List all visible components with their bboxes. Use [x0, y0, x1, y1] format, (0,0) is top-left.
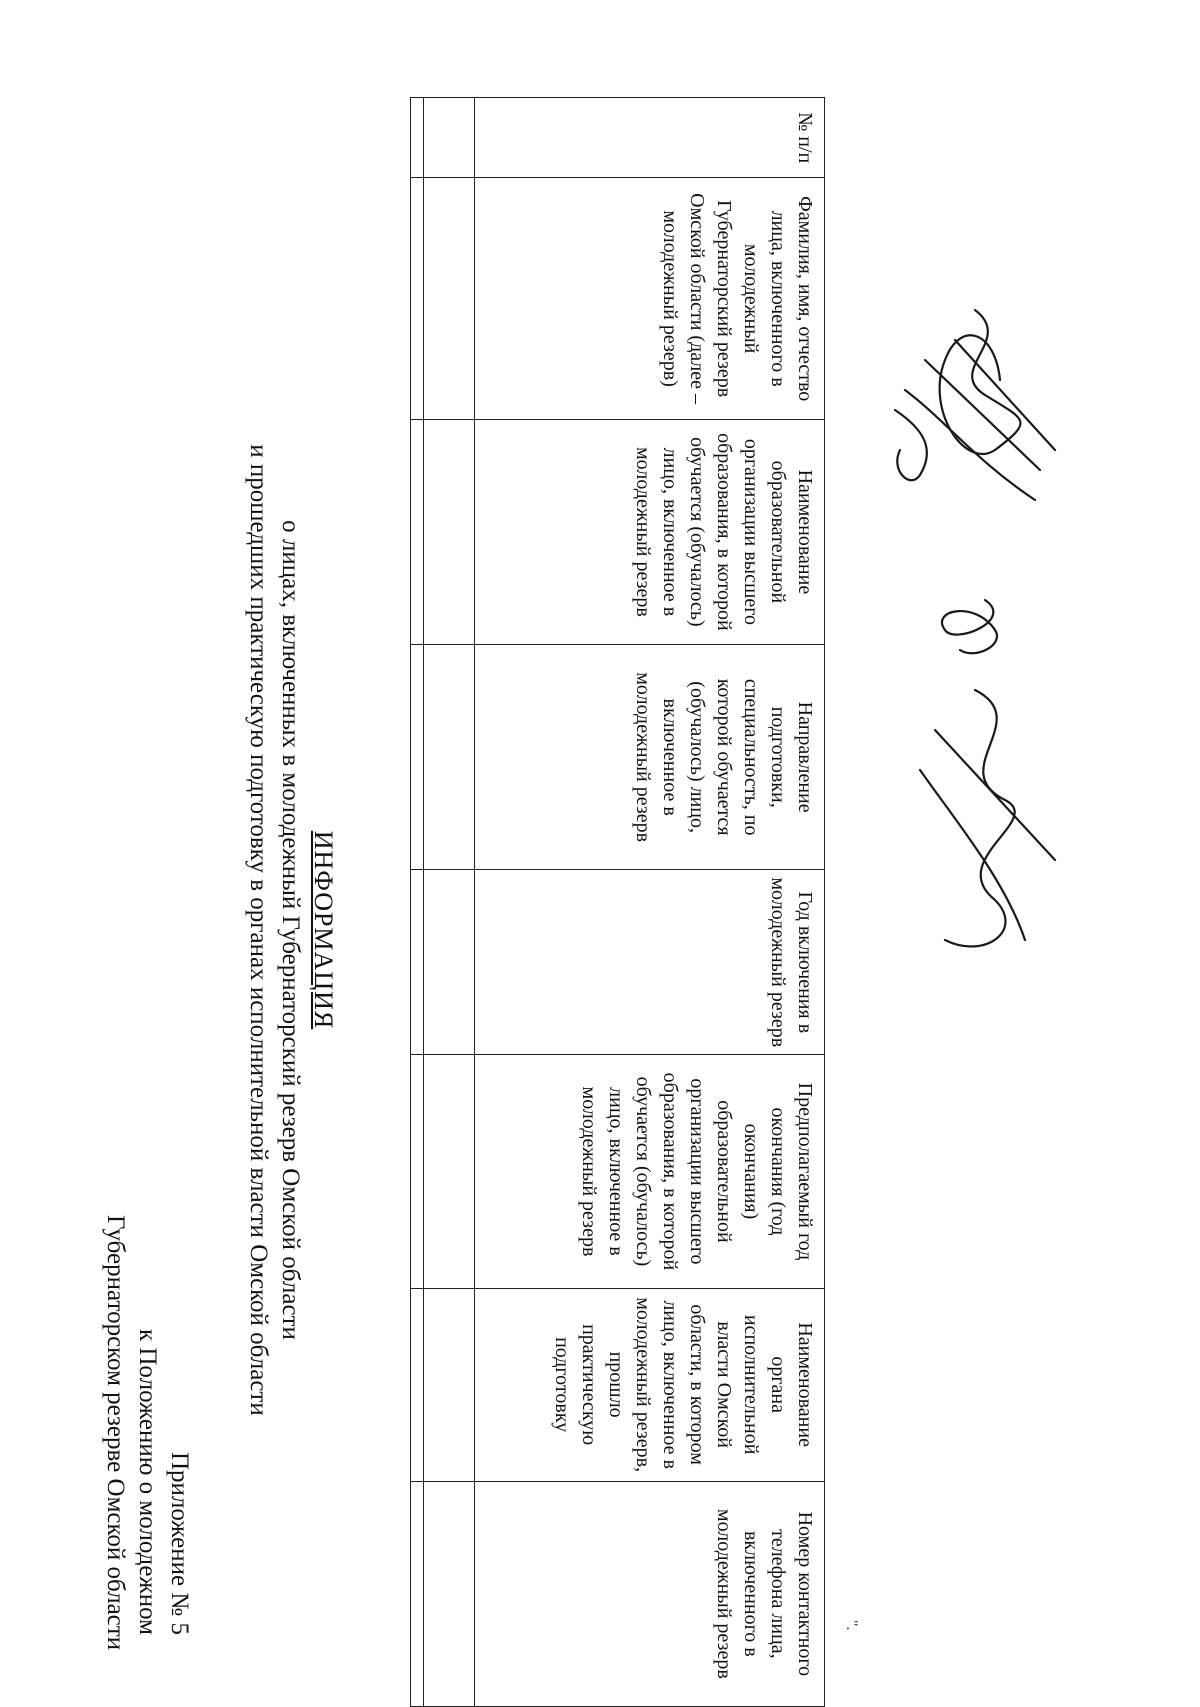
col-graduation-year: Предполагаемый год окончания (год окончания) образовательной организации высшего образования, в которой обучается (обучалось) лицо, включенное в молодежный резерв — [475, 1055, 825, 1288]
signature-stroke — [905, 340, 1055, 500]
table-cell — [411, 1288, 424, 1481]
col-inclusion-year: Год включения в молодежный резерв — [475, 870, 825, 1055]
table-cell — [424, 178, 475, 419]
document-subtitle-line-1: о лицах, включенных в молодежный Губернаторский резерв Омской области — [277, 520, 304, 1340]
table-cell — [424, 1055, 475, 1288]
table-cell — [411, 870, 424, 1055]
document-title: ИНФОРМАЦИЯ — [309, 830, 338, 1030]
table-row — [424, 98, 475, 1707]
appendix-reference-2: Губернаторском резерве Омской области — [102, 1215, 129, 1651]
appendix-number: Приложение № 5 — [166, 1451, 193, 1635]
table-cell — [411, 1055, 424, 1288]
table-cell — [424, 645, 475, 870]
col-full-name: Фамилия, имя, отчество лица, включенного в молодежный Губернаторский резерв Омской области (далее – молодежный резерв) — [475, 178, 825, 419]
table-cell — [424, 870, 475, 1055]
table-cell — [411, 178, 424, 419]
col-number: № п/п — [475, 98, 825, 178]
table-cell — [424, 1481, 475, 1706]
col-specialty: Направление подготовки, специальность, по которой обучается (обучалось) лицо, включенное в молодежный резерв — [475, 645, 825, 870]
closing-quote-mark: ". — [843, 1620, 860, 1631]
signature-stroke — [920, 730, 1055, 940]
table-cell — [424, 1288, 475, 1481]
table-header-row — [475, 98, 825, 1707]
col-phone: Номер контактного телефона лица, включенного в молодежный резерв — [475, 1481, 825, 1706]
table-cell — [411, 1481, 424, 1706]
table-cell — [411, 419, 424, 644]
information-table — [410, 97, 825, 1707]
handwritten-signatures — [865, 300, 1095, 980]
signature-stroke — [895, 410, 927, 480]
table-row — [411, 98, 424, 1707]
col-authority: Наименование органа исполнительной власти Омской области, в котором лицо, включенное в молодежный резерв, прошло практическую подготовку — [475, 1288, 825, 1481]
table-cell — [424, 98, 475, 178]
appendix-header — [99, 1215, 195, 1651]
table-cell — [424, 419, 475, 644]
signature-stroke — [942, 600, 997, 653]
appendix-reference: к Положению о молодежном — [134, 1328, 161, 1635]
table-cell — [411, 645, 424, 870]
document-title-block — [242, 230, 340, 1630]
table-cell — [411, 98, 424, 178]
document-subtitle-line-2: и прошедших практическую подготовку в органах исполнительной власти Омской области — [245, 444, 272, 1416]
col-university: Наименование образовательной организации высшего образования, в которой обучается (обучалось) лицо, включенное в молодежный резерв — [475, 419, 825, 644]
